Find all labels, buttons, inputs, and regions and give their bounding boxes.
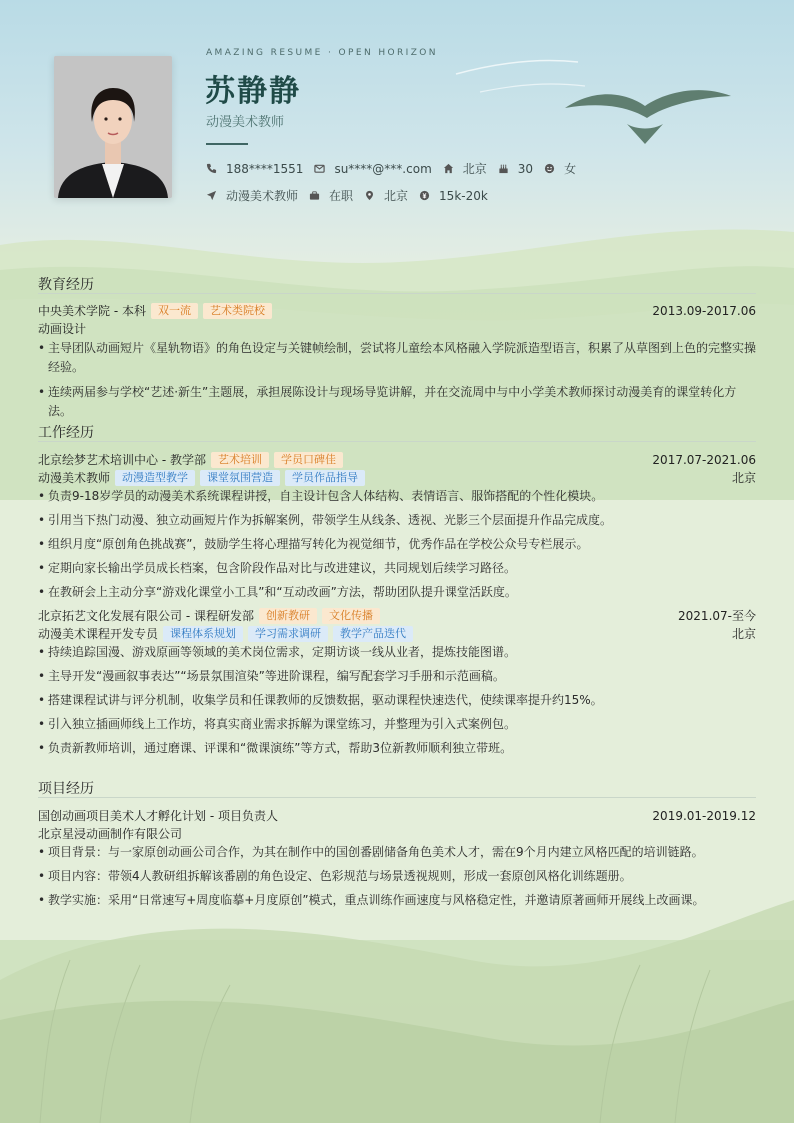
project-date: 2019.01-2019.12	[652, 808, 756, 823]
target-city-value: 北京	[384, 189, 409, 203]
hometown-item	[443, 160, 487, 177]
section-divider	[38, 441, 756, 442]
gender-item	[544, 160, 576, 177]
email-item	[314, 162, 431, 176]
list-item: • 引入独立插画师线上工作坊，将真实商业需求拆解为课堂练习，并整理为引入式案例包。	[38, 717, 517, 731]
list-item: • 组织月度“原创角色挑战赛”，鼓励学生将心理描写转化为视觉细节，优秀作品在学校公众号专栏展示。	[38, 537, 589, 551]
project-entry-header	[38, 807, 756, 824]
status-value: 在职	[329, 189, 354, 203]
job-position-row	[38, 469, 756, 486]
job-entry-header	[38, 451, 756, 468]
status-item	[309, 187, 353, 204]
avatar	[54, 56, 172, 198]
list-item: • 项目背景：与一家原创动画公司合作，为其在制作中的国创番剧储备角色美术人才，需在9个月内建立风格匹配的培训链路。	[38, 845, 704, 859]
section-divider	[38, 797, 756, 798]
list-item: • 定期向家长输出学员成长档案，包含阶段作品对比与改进建议，共同规划后续学习路径。	[38, 561, 517, 575]
target-city-item	[364, 187, 408, 204]
target-position-value: 动漫美术教师	[226, 189, 299, 203]
major-name: 动画设计	[38, 322, 87, 336]
skill-tag: 教学产品迭代	[333, 626, 413, 642]
cake-icon	[498, 163, 509, 174]
gender-icon	[544, 163, 555, 174]
age-value: 30	[517, 161, 534, 176]
company-tag: 文化传播	[322, 608, 380, 624]
job-position: 动漫美术课程开发专员	[38, 627, 159, 641]
briefcase-icon	[309, 190, 320, 201]
project-org: 北京星浸动画制作有限公司	[38, 827, 183, 841]
email-value: su****@***.com	[334, 161, 432, 176]
mail-icon	[314, 163, 325, 174]
list-item: • 负责新教师培训，通过磨课、评课和“微课演练”等方式，帮助3位新教师顺利独立带班。	[38, 741, 513, 755]
project-section-title: 项目经历	[38, 781, 94, 797]
home-icon	[443, 163, 454, 174]
contact-row	[206, 160, 587, 177]
send-icon	[206, 190, 217, 201]
job-date: 2021.07-至今	[678, 609, 756, 623]
phone-icon	[206, 163, 217, 174]
skill-tag: 动漫造型教学	[115, 470, 195, 486]
list-item: • 连续两届参与学校“艺述·新生”主题展，承担展陈设计与现场导览讲解，并在交流周中与中小学美术教师探讨动漫美育的课堂转化方法。	[38, 385, 737, 418]
candidate-name: 苏静静	[205, 74, 301, 109]
job-position: 动漫美术教师	[38, 471, 111, 485]
education-section-title: 教育经历	[38, 277, 94, 293]
education-date: 2013.09-2017.06	[652, 303, 756, 318]
list-item: • 在教研会上主动分享“游戏化课堂小工具”和“互动改画”方法，帮助团队提升课堂活跃度。	[38, 585, 517, 599]
list-item: • 负责9-18岁学员的动漫美术系统课程讲授，自主设计包含人体结构、表情语言、服饰搭配的个性化模块。	[38, 489, 604, 503]
section-divider	[38, 293, 756, 294]
job-city: 北京	[731, 627, 756, 641]
job-city: 北京	[731, 471, 756, 485]
list-item: • 主导团队动画短片《星轨物语》的角色设定与关键帧绘制，尝试将儿童绘本风格融入学院派造型语言，积累了从草图到上色的完整实操经验。	[38, 341, 757, 374]
money-icon	[419, 190, 430, 201]
company-name: 北京绘梦艺术培训中心 - 教学部	[38, 453, 206, 467]
location-pin-icon	[364, 190, 375, 201]
phone-item	[206, 162, 303, 176]
list-item: • 项目内容：带领4人教研组拆解该番剧的角色设定、色彩规范与场景透视规则，形成一套原创风格化训练题册。	[38, 869, 632, 883]
header-kicker: AMAZING RESUME · OPEN HORIZON	[206, 48, 438, 58]
company-tag: 艺术培训	[211, 452, 269, 468]
phone-value: 188****1551	[226, 161, 304, 176]
salary-value: 15k-20k	[439, 188, 488, 203]
school-tag: 双一流	[151, 303, 198, 319]
skill-tag: 课堂氛围营造	[200, 470, 280, 486]
list-item: • 引用当下热门动漫、独立动画短片作为拆解案例，带领学生从线条、透视、光影三个层面提升作品完成度。	[38, 513, 613, 527]
project-org-row	[38, 825, 756, 842]
hometown-value: 北京	[462, 162, 487, 176]
skill-tag: 课程体系规划	[163, 626, 243, 642]
school-name: 中央美术学院 - 本科	[38, 304, 146, 318]
salary-item	[419, 189, 488, 203]
age-item	[498, 162, 533, 176]
skill-tag: 学员作品指导	[285, 470, 365, 486]
project-name: 国创动画项目美术人才孵化计划 - 项目负责人	[38, 809, 278, 823]
work-section-title: 工作经历	[38, 425, 94, 441]
list-item: • 教学实施：采用“日常速写+周度临摹+月度原创”模式，重点训练作画速度与风格稳定性，并邀请原著画师开展线上改画课。	[38, 893, 705, 907]
education-entry-header	[38, 302, 756, 319]
list-item: • 主导开发“漫画叙事表达”“场景氛围渲染”等进阶课程，编写配套学习手册和示范画稿。	[38, 669, 505, 683]
list-item: • 搭建课程试讲与评分机制，收集学员和任课教师的反馈数据，驱动课程快速迭代，使续课率提升约15%。	[38, 693, 603, 707]
education-major-row	[38, 320, 756, 337]
gender-value: 女	[564, 162, 577, 176]
company-tag: 学员口碑佳	[274, 452, 343, 468]
skill-tag: 学习需求调研	[248, 626, 328, 642]
title-divider	[206, 143, 248, 145]
list-item: • 持续追踪国漫、游戏原画等领域的美术岗位需求，定期访谈一线从业者，提炼技能图谱。	[38, 645, 517, 659]
target-position-item	[206, 187, 298, 204]
company-name: 北京拓艺文化发展有限公司 - 课程研发部	[38, 609, 254, 623]
job-intent-row	[206, 187, 499, 204]
job-date: 2017.07-2021.06	[652, 452, 756, 467]
job-position-row	[38, 625, 756, 642]
company-tag: 创新教研	[259, 608, 317, 624]
candidate-title: 动漫美术教师	[206, 115, 285, 130]
job-entry-header	[38, 607, 756, 624]
school-tag: 艺术类院校	[203, 303, 272, 319]
